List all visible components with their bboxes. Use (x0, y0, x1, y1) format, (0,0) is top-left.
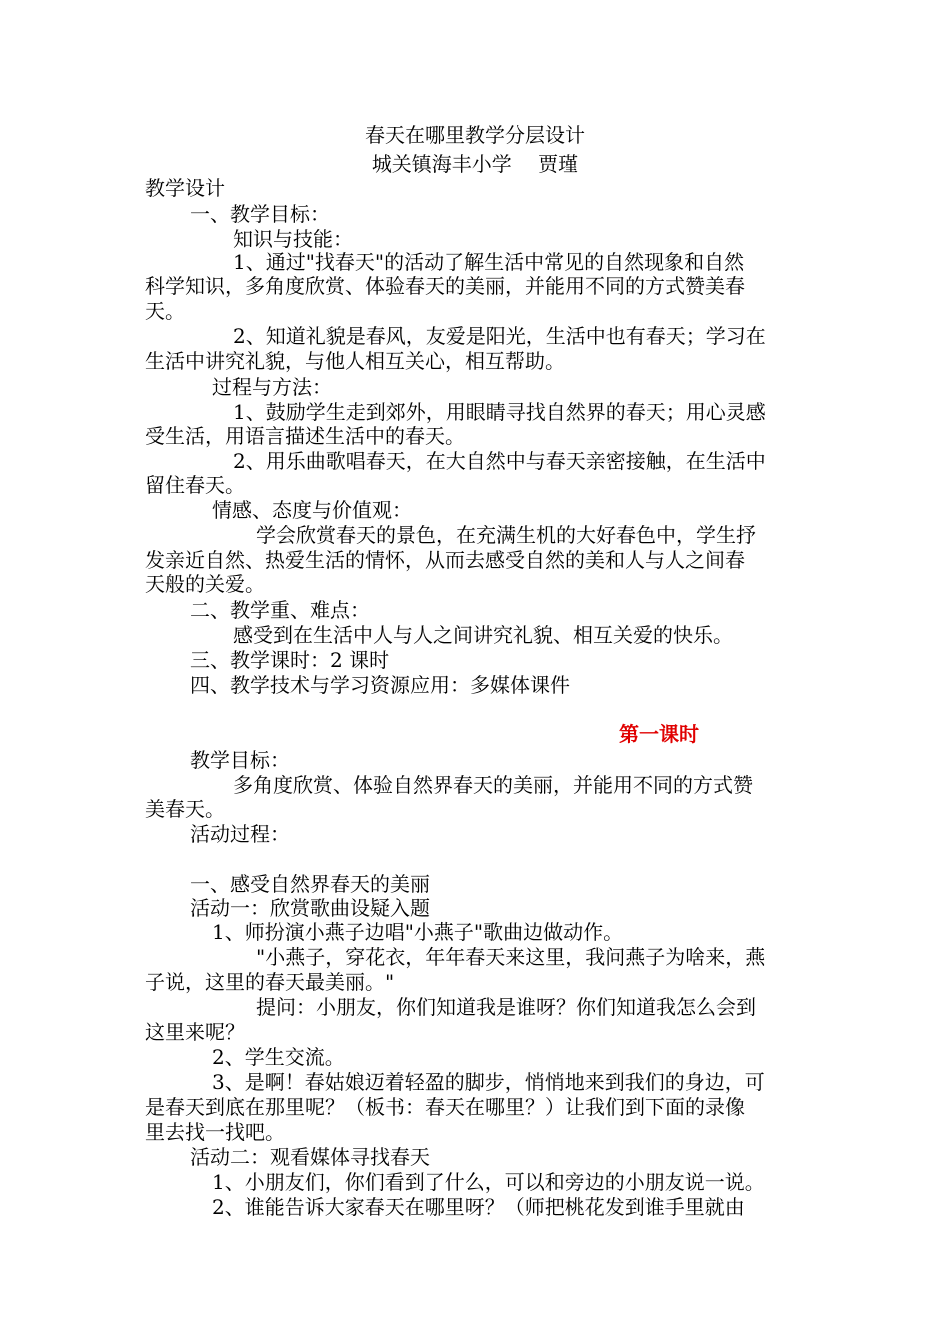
activity-one-step-3-line-2: 是春天到底在那里呢？（板书：春天在哪里？）让我们到下面的录像 (145, 1095, 745, 1119)
activity-two-heading: 活动二：观看媒体寻找春天 (190, 1145, 430, 1169)
part-one-heading: 一、感受自然界春天的美丽 (190, 872, 430, 896)
knowledge-item-1-line-2: 科学知识，多角度欣赏、体验春天的美丽，并能用不同的方式赞美春 (145, 274, 745, 298)
key-points-text: 感受到在生活中人与人之间讲究礼貌、相互关爱的快乐。 (233, 623, 733, 647)
knowledge-heading: 知识与技能： (233, 227, 353, 251)
objectives-heading: 一、教学目标： (190, 202, 330, 226)
process-item-2-line-2: 留住春天。 (145, 473, 245, 497)
activity-one-step-3-line-3: 里去找一找吧。 (145, 1120, 285, 1144)
section-label: 教学设计 (145, 176, 225, 200)
lesson-objectives-line-1: 多角度欣赏、体验自然界春天的美丽，并能用不同的方式赞 (233, 773, 753, 797)
key-points-heading: 二、教学重、难点： (190, 598, 370, 622)
song-lyrics-line-2: 子说，这里的春天最美丽。" (145, 970, 395, 994)
author-line: 城关镇海丰小学 贾瑾 (371, 152, 579, 176)
document-title: 春天在哪里教学分层设计 (365, 123, 585, 147)
teacher-question-line-1: 提问：小朋友，你们知道我是谁呀？你们知道我怎么会到 (256, 995, 756, 1019)
process-heading: 过程与方法： (212, 375, 332, 399)
emotion-heading: 情感、态度与价值观： (212, 498, 412, 522)
activity-two-step-2: 2、谁能告诉大家春天在哪里呀？（师把桃花发到谁手里就由 (212, 1195, 745, 1219)
lesson-objectives-line-2: 美春天。 (145, 797, 225, 821)
activity-one-step-1: 1、师扮演小燕子边唱"小燕子"歌曲边做动作。 (212, 920, 624, 944)
emotion-text-line-2: 发亲近自然、热爱生活的情怀，从而去感受自然的美和人与人之间春 (145, 548, 745, 572)
knowledge-item-1-line-3: 天。 (145, 299, 185, 323)
knowledge-item-1-line-1: 1、通过"找春天"的活动了解生活中常见的自然现象和自然 (233, 250, 745, 274)
activity-one-heading: 活动一：欣赏歌曲设疑入题 (190, 896, 430, 920)
lesson-one-title: 第一课时 (619, 722, 699, 746)
emotion-text-line-1: 学会欣赏春天的景色，在充满生机的大好春色中，学生抒 (256, 523, 756, 547)
song-lyrics-line-1: "小燕子，穿花衣，年年春天来这里，我问燕子为啥来，燕 (256, 945, 766, 969)
emotion-text-line-3: 天般的关爱。 (145, 572, 265, 596)
process-item-1-line-2: 受生活，用语言描述生活中的春天。 (145, 424, 465, 448)
knowledge-item-2-line-2: 生活中讲究礼貌，与他人相互关心，相互帮助。 (145, 349, 565, 373)
knowledge-item-2-line-1: 2、知道礼貌是春风，友爱是阳光，生活中也有春天；学习在 (233, 324, 766, 348)
activity-one-step-2: 2、学生交流。 (212, 1045, 345, 1069)
teacher-question-line-2: 这里来呢？ (145, 1020, 245, 1044)
process-item-2-line-1: 2、用乐曲歌唱春天，在大自然中与春天亲密接触，在生活中 (233, 449, 766, 473)
tech-resources: 四、教学技术与学习资源应用：多媒体课件 (190, 673, 570, 697)
activity-two-step-1: 1、小朋友们，你们看到了什么，可以和旁边的小朋友说一说。 (212, 1170, 765, 1194)
process-item-1-line-1: 1、鼓励学生走到郊外，用眼睛寻找自然界的春天；用心灵感 (233, 400, 766, 424)
activity-process-heading: 活动过程： (190, 822, 290, 846)
lesson-objectives-heading: 教学目标： (190, 748, 290, 772)
class-hours: 三、教学课时：2 课时 (190, 648, 390, 672)
activity-one-step-3-line-1: 3、是啊！春姑娘迈着轻盈的脚步，悄悄地来到我们的身边，可 (212, 1070, 765, 1094)
